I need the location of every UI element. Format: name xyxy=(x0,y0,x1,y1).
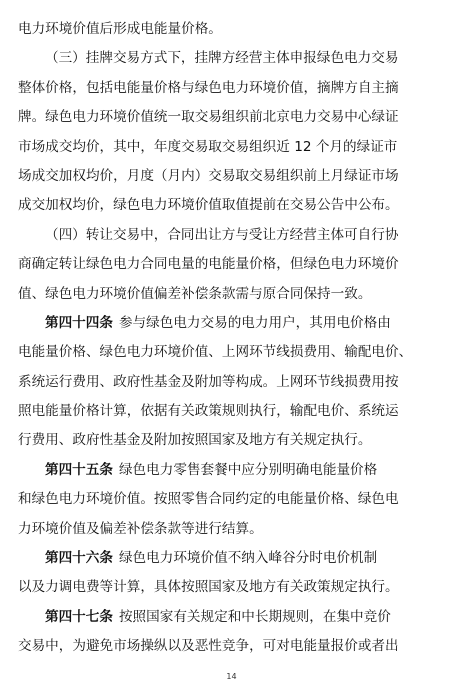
article-45-heading: 第四十五条 xyxy=(45,461,113,478)
article-44-text: 参与绿色电力交易的电力用户，其用电价格由 xyxy=(118,314,391,331)
paragraph-line: 整体价格，包括电能量价格与绿色电力环境价值，摘牌方自主摘 xyxy=(18,79,399,96)
article-45-first-line xyxy=(18,456,446,485)
paragraph-line: 和绿色电力环境价值。按照零售合同约定的电能量价格、绿色电 xyxy=(18,491,399,508)
paragraph-line: 交易中，为避免市场操纵以及恶性竞争，可对电能量报价或者出 xyxy=(18,638,399,655)
paragraph-line: 电能量价格、绿色电力环境价值、上网环节线损费用、输配电价、 xyxy=(18,344,413,361)
article-46-text: 绿色电力环境价值不纳入峰谷分时电价机制 xyxy=(118,550,378,567)
article-45-text: 绿色电力零售套餐中应分别明确电能量价格 xyxy=(118,461,378,478)
body-text xyxy=(18,15,446,662)
paragraph-line: 值、绿色电力环境价值偏差补偿条款需与原合同保持一致。 xyxy=(18,285,372,302)
page-number: 14 xyxy=(226,672,237,681)
paragraph-line: 力环境价值及偏差补偿条款等进行结算。 xyxy=(18,520,263,537)
paragraph-line: 场成交加权均价，月度（月内）交易取交易组织前上月绿证市场 xyxy=(18,167,399,184)
paragraph-line: 商确定转让绿色电力合同电量的电能量价格，但绿色电力环境价 xyxy=(18,256,399,273)
paragraph-line: 以及力调电费等计算，具体按照国家及地方有关政策规定执行。 xyxy=(18,579,399,596)
article-46-first-line xyxy=(18,544,446,573)
article-46-heading: 第四十六条 xyxy=(45,550,113,567)
article-47-first-line xyxy=(18,603,446,632)
paragraph-line: （四）转让交易中，合同出让方与受让方经营主体可自行协 xyxy=(45,226,399,243)
paragraph-line: 行费用、政府性基金及附加按照国家及地方有关规定执行。 xyxy=(18,432,372,449)
paragraph-line: （三）挂牌交易方式下，挂牌方经营主体申报绿色电力交易 xyxy=(45,50,399,67)
paragraph-line: 系统运行费用、政府性基金及附加等构成。上网环节线损费用按 xyxy=(18,373,399,390)
article-47-heading: 第四十七条 xyxy=(45,608,113,625)
article-44-heading: 第四十四条 xyxy=(45,314,113,331)
paragraph-line: 照电能量价格计算，依据有关政策规则执行，输配电价、系统运 xyxy=(18,403,399,420)
article-47-text: 按照国家有关规定和中长期规则，在集中竞价 xyxy=(118,608,391,625)
paragraph-line: 市场成交均价，其中，年度交易取交易组织近 12 个月的绿证市 xyxy=(18,138,398,155)
article-44-first-line xyxy=(18,309,446,338)
paragraph-line: 电力环境价值后形成电能量价格。 xyxy=(18,21,222,37)
paragraph-line: 牌。绿色电力环境价值统一取交易组织前北京电力交易中心绿证 xyxy=(18,109,399,126)
paragraph-line: 成交加权均价，绿色电力环境价值取值提前在交易公告中公布。 xyxy=(18,197,399,214)
